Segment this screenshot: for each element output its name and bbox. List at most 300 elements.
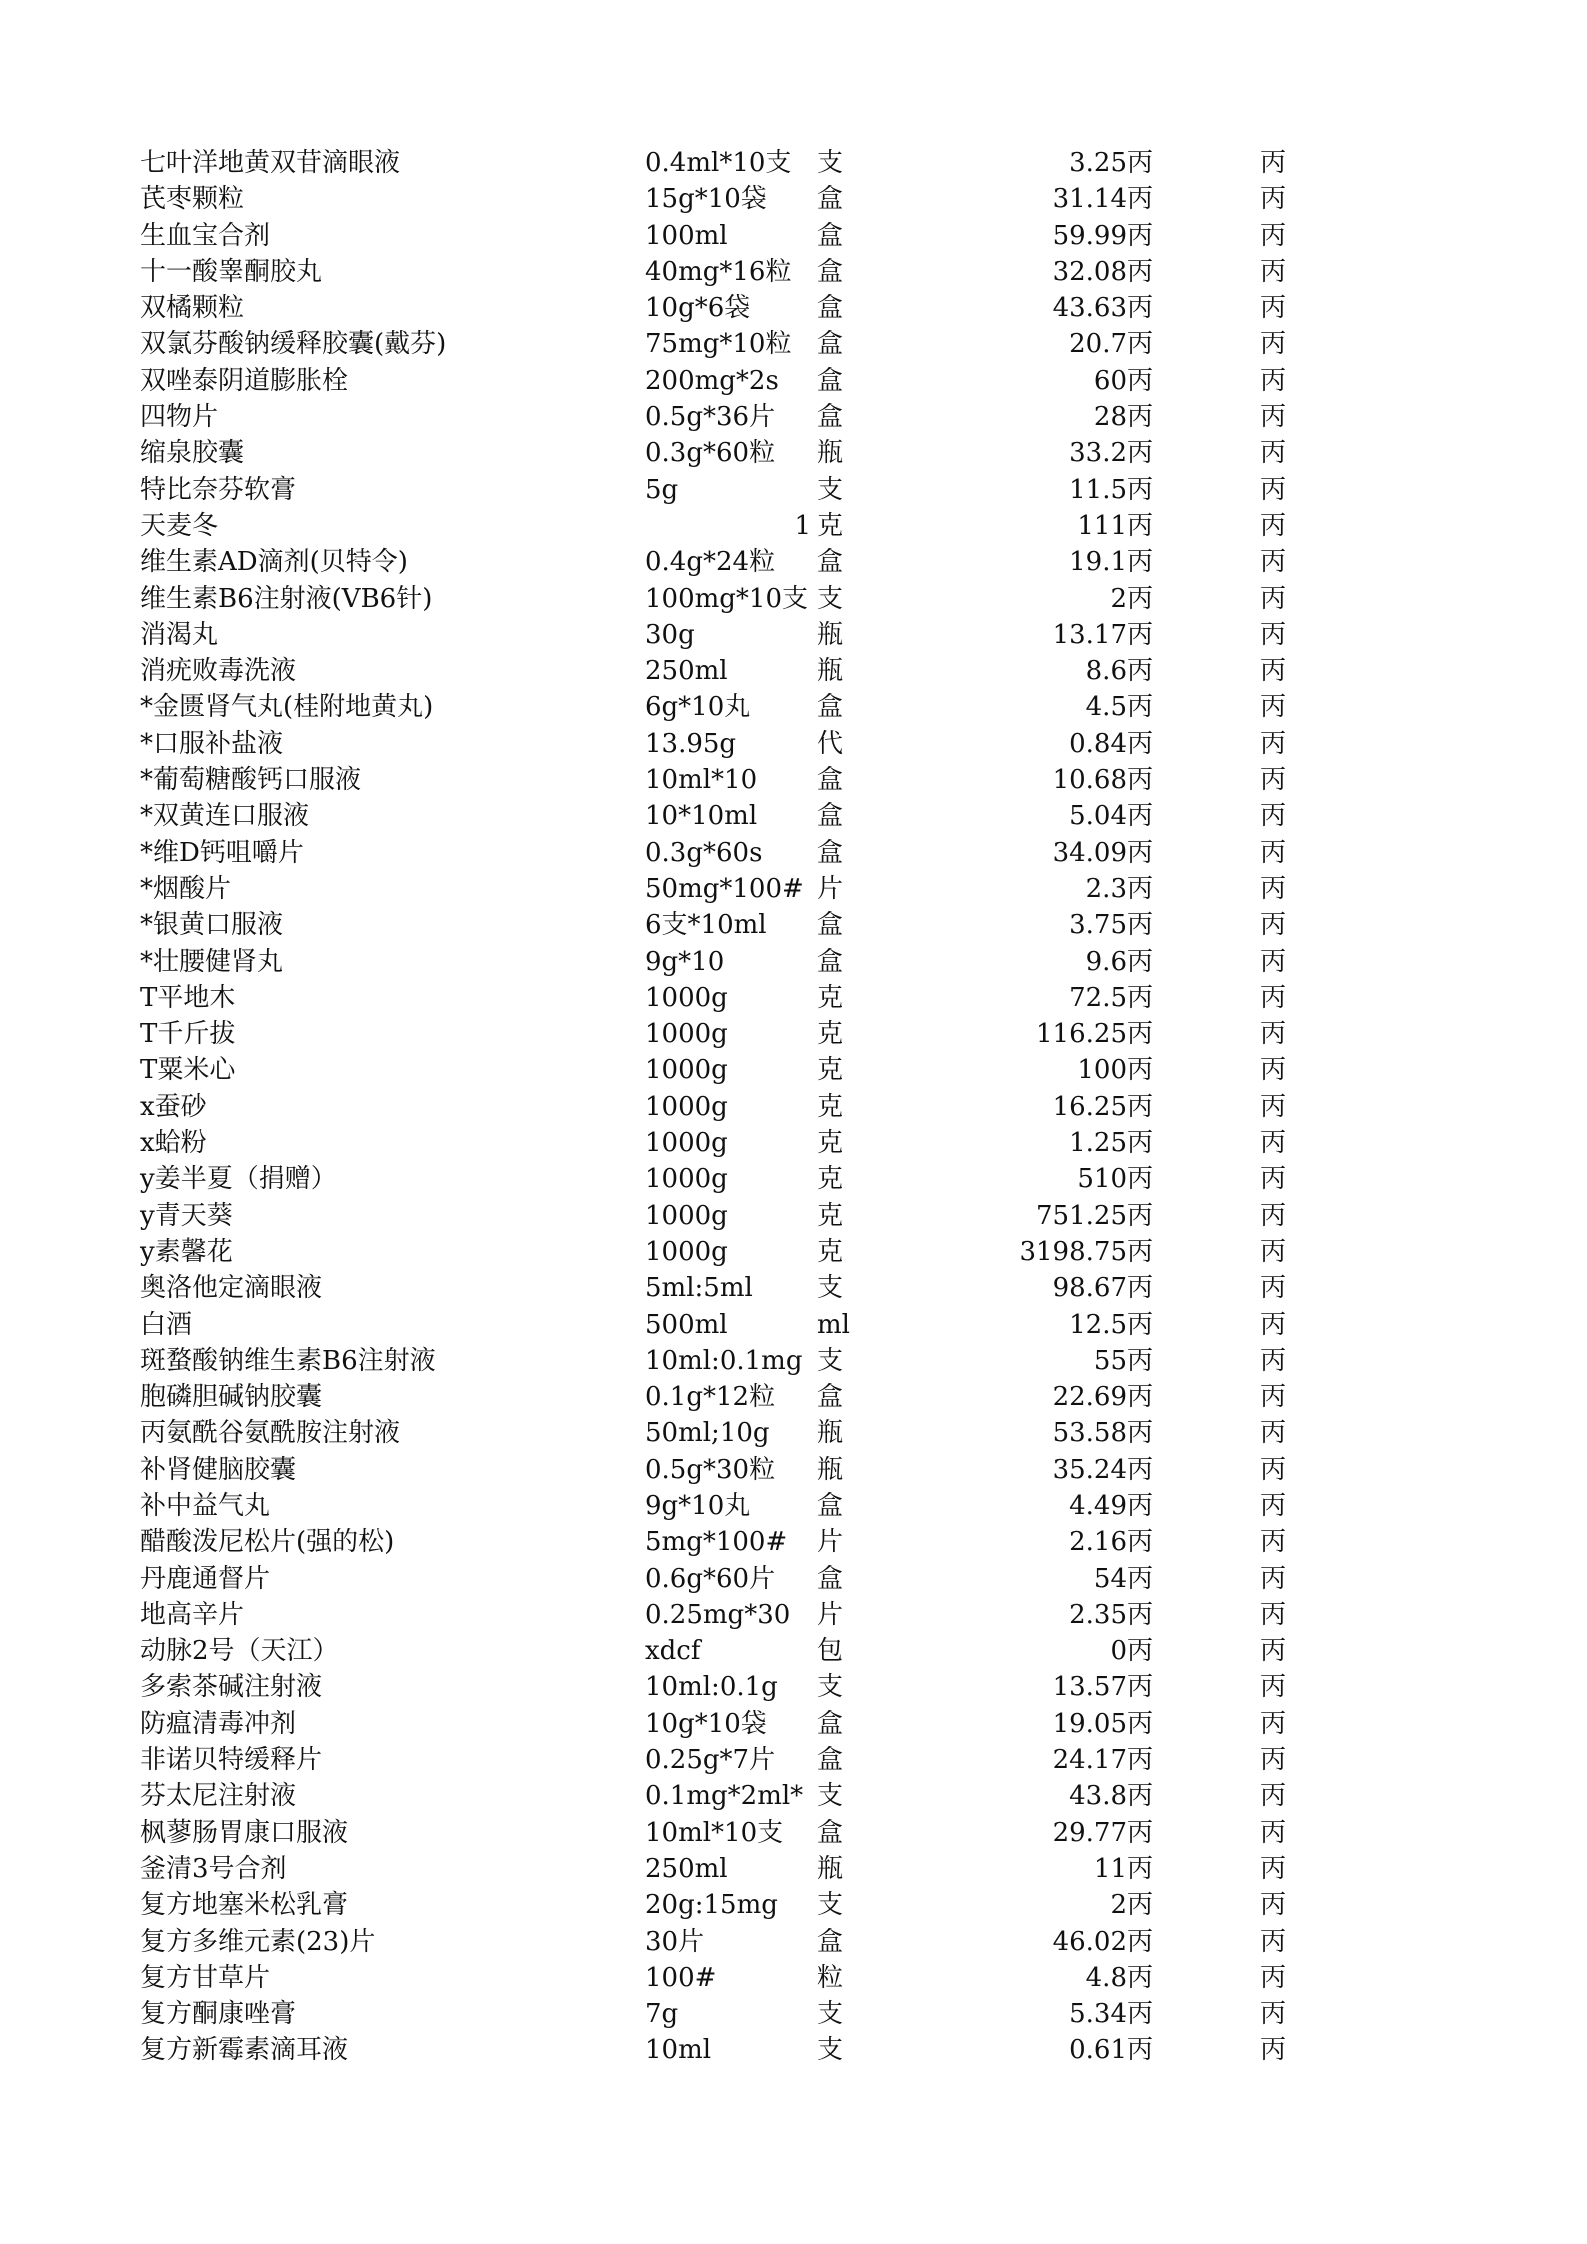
spec-cell: 10ml*10支 (645, 1817, 784, 1848)
unit-cell: 克 (817, 1128, 844, 1159)
price-cell: 510 (1077, 1164, 1127, 1195)
drug-name-cell: 补中益气丸 (140, 1490, 271, 1521)
price-cell: 29.77 (1052, 1817, 1127, 1848)
grade-cell-2: 丙 (1260, 293, 1287, 324)
table-row (140, 1161, 1280, 1197)
spec-cell: 20g:15mg (645, 1890, 778, 1921)
drug-name-cell: 多索茶碱注射液 (140, 1672, 323, 1703)
price-cell: 751.25 (1036, 1200, 1127, 1231)
price-cell: 19.1 (1069, 547, 1127, 578)
unit-cell: 支 (817, 474, 844, 505)
table-row (140, 1669, 1280, 1705)
grade-cell: 丙 (1127, 1091, 1154, 1122)
table-row (140, 980, 1280, 1016)
grade-cell-2: 丙 (1260, 1055, 1287, 1086)
drug-name-cell: 芬太尼注射液 (140, 1781, 297, 1812)
table-row (140, 435, 1280, 471)
grade-cell: 丙 (1127, 1164, 1154, 1195)
table-row (140, 907, 1280, 943)
price-cell: 9.6 (1085, 946, 1127, 977)
drug-name-cell: 枫蓼肠胃康口服液 (140, 1817, 349, 1848)
grade-cell-2: 丙 (1260, 184, 1287, 215)
grade-cell: 丙 (1127, 1999, 1154, 2030)
spec-cell: 0.3g*60s (645, 837, 763, 868)
unit-cell: 瓶 (817, 1418, 844, 1449)
table-row (140, 1343, 1280, 1379)
spec-cell: 1000g (645, 1055, 728, 1086)
unit-cell: 盒 (817, 1708, 844, 1739)
grade-cell: 丙 (1127, 220, 1154, 251)
grade-cell: 丙 (1127, 1817, 1154, 1848)
drug-name-cell: 十一酸睾酮胶丸 (140, 256, 323, 287)
drug-name-cell: *口服补盐液 (140, 728, 284, 759)
spec-cell: 10g*6袋 (645, 293, 751, 324)
grade-cell: 丙 (1127, 1200, 1154, 1231)
grade-cell: 丙 (1127, 1273, 1154, 1304)
price-cell: 2.35 (1069, 1599, 1127, 1630)
grade-cell: 丙 (1127, 256, 1154, 287)
price-cell: 24.17 (1052, 1745, 1127, 1776)
drug-name-cell: 非诺贝特缓释片 (140, 1745, 323, 1776)
unit-cell: 支 (817, 1999, 844, 2030)
grade-cell-2: 丙 (1260, 402, 1287, 433)
grade-cell-2: 丙 (1260, 1853, 1287, 1884)
spec-cell: 1000g (645, 1164, 728, 1195)
table-row (140, 798, 1280, 834)
price-cell: 55 (1093, 1345, 1127, 1376)
grade-cell: 丙 (1127, 583, 1154, 614)
grade-cell: 丙 (1127, 837, 1154, 868)
grade-cell-2: 丙 (1260, 692, 1287, 723)
unit-cell: 盒 (817, 220, 844, 251)
price-cell: 16.25 (1052, 1091, 1127, 1122)
spec-cell: 10ml:0.1mg (645, 1345, 803, 1376)
price-cell: 59.99 (1052, 220, 1127, 251)
grade-cell: 丙 (1127, 1236, 1154, 1267)
table-row (140, 1851, 1280, 1887)
unit-cell: 盒 (817, 1745, 844, 1776)
drug-name-cell: 釜清3号合剂 (140, 1853, 287, 1884)
spec-cell: 1000g (645, 1019, 728, 1050)
unit-cell: 片 (817, 1599, 844, 1630)
unit-cell: 盒 (817, 402, 844, 433)
grade-cell-2: 丙 (1260, 946, 1287, 977)
grade-cell: 丙 (1127, 1527, 1154, 1558)
table-row (140, 653, 1280, 689)
grade-cell: 丙 (1127, 801, 1154, 832)
spec-cell: 0.1g*12粒 (645, 1382, 776, 1413)
spec-cell: 9g*10 (645, 946, 725, 977)
drug-price-table (140, 145, 1287, 2069)
grade-cell: 丙 (1127, 2035, 1154, 2066)
grade-cell: 丙 (1127, 1418, 1154, 1449)
grade-cell: 丙 (1127, 1853, 1154, 1884)
price-cell: 28 (1093, 402, 1127, 433)
table-row (140, 1270, 1280, 1306)
table-row (140, 399, 1280, 435)
drug-name-cell: 奥洛他定滴眼液 (140, 1273, 323, 1304)
table-row (140, 326, 1280, 362)
spec-cell: 0.5g*36片 (645, 402, 776, 433)
price-cell: 2.3 (1085, 873, 1127, 904)
unit-cell: 盒 (817, 184, 844, 215)
grade-cell: 丙 (1127, 510, 1154, 541)
price-cell: 32.08 (1052, 256, 1127, 287)
grade-cell-2: 丙 (1260, 1708, 1287, 1739)
drug-name-cell: *壮腰健肾丸 (140, 946, 284, 977)
grade-cell-2: 丙 (1260, 2035, 1287, 2066)
grade-cell-2: 丙 (1260, 1527, 1287, 1558)
drug-name-cell: 丙氨酰谷氨酰胺注射液 (140, 1418, 401, 1449)
drug-name-cell: y素馨花 (140, 1236, 233, 1267)
grade-cell: 丙 (1127, 1055, 1154, 1086)
spec-cell: 13.95g (645, 728, 737, 759)
price-cell: 60 (1093, 365, 1127, 396)
drug-name-cell: 醋酸泼尼松片(强的松) (140, 1527, 395, 1558)
unit-cell: 片 (817, 873, 844, 904)
drug-name-cell: T粟米心 (140, 1055, 236, 1086)
drug-name-cell: T千斤拔 (140, 1019, 236, 1050)
spec-cell: 5g (645, 474, 679, 505)
price-cell: 11.5 (1069, 474, 1127, 505)
grade-cell: 丙 (1127, 1672, 1154, 1703)
unit-cell: 盒 (817, 1926, 844, 1957)
unit-cell: 盒 (817, 256, 844, 287)
table-row (140, 290, 1280, 326)
spec-cell: 0.4g*24粒 (645, 547, 776, 578)
drug-name-cell: 四物片 (140, 402, 219, 433)
grade-cell-2: 丙 (1260, 256, 1287, 287)
unit-cell: 盒 (817, 801, 844, 832)
spec-cell: 10g*10袋 (645, 1708, 767, 1739)
spec-cell: 6g*10丸 (645, 692, 751, 723)
table-row (140, 689, 1280, 725)
price-cell: 10.68 (1052, 765, 1127, 796)
drug-name-cell: 复方新霉素滴耳液 (140, 2035, 349, 2066)
table-row (140, 944, 1280, 980)
spec-cell: 1000g (645, 1128, 728, 1159)
unit-cell: 盒 (817, 837, 844, 868)
price-cell: 1.25 (1069, 1128, 1127, 1159)
unit-cell: 克 (817, 1019, 844, 1050)
grade-cell-2: 丙 (1260, 1745, 1287, 1776)
grade-cell-2: 丙 (1260, 365, 1287, 396)
grade-cell-2: 丙 (1260, 1599, 1287, 1630)
grade-cell: 丙 (1127, 728, 1154, 759)
spec-cell: 1000g (645, 1200, 728, 1231)
price-cell: 0.84 (1069, 728, 1127, 759)
unit-cell: 支 (817, 2035, 844, 2066)
table-row (140, 835, 1280, 871)
drug-name-cell: 维生素B6注射液(VB6针) (140, 583, 433, 614)
price-cell: 3.25 (1069, 148, 1127, 178)
price-cell: 8.6 (1085, 656, 1127, 687)
unit-cell: 瓶 (817, 1454, 844, 1485)
spec-cell: 15g*10袋 (645, 184, 767, 215)
price-cell: 46.02 (1052, 1926, 1127, 1957)
grade-cell-2: 丙 (1260, 1236, 1287, 1267)
grade-cell: 丙 (1127, 765, 1154, 796)
grade-cell: 丙 (1127, 1345, 1154, 1376)
grade-cell-2: 丙 (1260, 1781, 1287, 1812)
table-row (140, 544, 1280, 580)
drug-table-body (140, 145, 1287, 2069)
price-cell: 22.69 (1052, 1382, 1127, 1413)
drug-name-cell: y青天葵 (140, 1200, 233, 1231)
spec-cell: 10ml:0.1g (645, 1672, 778, 1703)
price-cell: 13.17 (1052, 619, 1127, 650)
drug-name-cell: 双唑泰阴道膨胀栓 (140, 365, 349, 396)
grade-cell-2: 丙 (1260, 765, 1287, 796)
grade-cell-2: 丙 (1260, 1091, 1287, 1122)
table-row (140, 1307, 1280, 1343)
table-row (140, 1996, 1280, 2032)
drug-name-cell: 胞磷胆碱钠胶囊 (140, 1382, 323, 1413)
unit-cell: 克 (817, 1164, 844, 1195)
grade-cell-2: 丙 (1260, 220, 1287, 251)
grade-cell-2: 丙 (1260, 1817, 1287, 1848)
price-cell: 5.04 (1069, 801, 1127, 832)
drug-name-cell: T平地木 (140, 982, 236, 1013)
table-row (140, 1452, 1280, 1488)
spec-cell: 5mg*100# (645, 1527, 788, 1558)
unit-cell: 盒 (817, 765, 844, 796)
price-cell: 4.5 (1085, 692, 1127, 723)
price-cell: 53.58 (1052, 1418, 1127, 1449)
grade-cell: 丙 (1127, 1382, 1154, 1413)
spec-cell: 250ml (645, 1853, 728, 1884)
grade-cell-2: 丙 (1260, 910, 1287, 941)
drug-name-cell: 天麦冬 (140, 510, 219, 541)
table-row (140, 218, 1280, 254)
unit-cell: 支 (817, 583, 844, 614)
grade-cell-2: 丙 (1260, 547, 1287, 578)
table-row (140, 1597, 1280, 1633)
table-row (140, 1887, 1280, 1923)
spec-cell: 1000g (645, 1236, 728, 1267)
grade-cell-2: 丙 (1260, 583, 1287, 614)
price-cell: 100 (1077, 1055, 1127, 1086)
unit-cell: 盒 (817, 1490, 844, 1521)
grade-cell: 丙 (1127, 293, 1154, 324)
grade-cell-2: 丙 (1260, 510, 1287, 541)
grade-cell: 丙 (1127, 148, 1154, 178)
drug-name-cell: 防瘟清毒冲剂 (140, 1708, 297, 1739)
grade-cell: 丙 (1127, 1128, 1154, 1159)
price-cell: 2.16 (1069, 1527, 1127, 1558)
unit-cell: 支 (817, 1890, 844, 1921)
drug-name-cell: *银黄口服液 (140, 910, 284, 941)
spec-cell: 100mg*10支 (645, 583, 809, 614)
grade-cell-2: 丙 (1260, 1563, 1287, 1594)
unit-cell: 克 (817, 1091, 844, 1122)
drug-name-cell: 双氯芬酸钠缓释胶囊(戴芬) (140, 329, 447, 360)
drug-name-cell: x蚕砂 (140, 1091, 207, 1122)
table-row (140, 1234, 1280, 1270)
grade-cell-2: 丙 (1260, 329, 1287, 360)
drug-name-cell: 丹鹿通督片 (140, 1563, 271, 1594)
table-row (140, 472, 1280, 508)
drug-name-cell: 白酒 (140, 1309, 193, 1340)
drug-name-cell: 地高辛片 (140, 1599, 245, 1630)
grade-cell: 丙 (1127, 1890, 1154, 1921)
price-cell: 33.2 (1069, 438, 1127, 469)
table-row (140, 1778, 1280, 1814)
grade-cell-2: 丙 (1260, 1128, 1287, 1159)
price-cell: 20.7 (1069, 329, 1127, 360)
unit-cell: ml (817, 1309, 850, 1340)
price-cell: 35.24 (1052, 1454, 1127, 1485)
grade-cell-2: 丙 (1260, 1345, 1287, 1376)
unit-cell: 支 (817, 148, 844, 178)
grade-cell-2: 丙 (1260, 982, 1287, 1013)
unit-cell: 粒 (817, 1962, 844, 1993)
table-row (140, 1125, 1280, 1161)
table-row (140, 1960, 1280, 1996)
grade-cell-2: 丙 (1260, 1999, 1287, 2030)
table-row (140, 1561, 1280, 1597)
grade-cell: 丙 (1127, 1745, 1154, 1776)
spec-cell: 1 (794, 510, 811, 541)
spec-cell: 0.1mg*2ml* (645, 1781, 804, 1812)
grade-cell: 丙 (1127, 1962, 1154, 1993)
grade-cell: 丙 (1127, 656, 1154, 687)
drug-name-cell: 动脉2号（天江） (140, 1636, 339, 1667)
grade-cell: 丙 (1127, 1781, 1154, 1812)
spec-cell: 250ml (645, 656, 728, 687)
price-cell: 5.34 (1069, 1999, 1127, 2030)
table-row (140, 871, 1280, 907)
unit-cell: 克 (817, 1236, 844, 1267)
drug-name-cell: *烟酸片 (140, 873, 232, 904)
table-row (140, 1524, 1280, 1560)
drug-name-cell: *双黄连口服液 (140, 801, 310, 832)
price-cell: 3.75 (1069, 910, 1127, 941)
grade-cell-2: 丙 (1260, 801, 1287, 832)
spec-cell: 75mg*10粒 (645, 329, 792, 360)
grade-cell-2: 丙 (1260, 1672, 1287, 1703)
price-cell: 13.57 (1052, 1672, 1127, 1703)
spec-cell: 0.25g*7片 (645, 1745, 776, 1776)
spec-cell: 40mg*16粒 (645, 256, 792, 287)
grade-cell: 丙 (1127, 1563, 1154, 1594)
spec-cell: 0.4ml*10支 (645, 148, 792, 178)
table-row (140, 1706, 1280, 1742)
drug-name-cell: 七叶洋地黄双苷滴眼液 (140, 148, 401, 178)
grade-cell-2: 丙 (1260, 619, 1287, 650)
table-row (140, 254, 1280, 290)
grade-cell: 丙 (1127, 982, 1154, 1013)
price-cell: 4.8 (1085, 1962, 1127, 1993)
grade-cell: 丙 (1127, 619, 1154, 650)
price-cell: 116.25 (1036, 1019, 1127, 1050)
drug-name-cell: x蛤粉 (140, 1128, 207, 1159)
table-row (140, 1198, 1280, 1234)
grade-cell: 丙 (1127, 946, 1154, 977)
grade-cell: 丙 (1127, 910, 1154, 941)
table-row (140, 1379, 1280, 1415)
grade-cell: 丙 (1127, 1926, 1154, 1957)
drug-name-cell: 维生素AD滴剂(贝特令) (140, 547, 408, 578)
drug-name-cell: *葡萄糖酸钙口服液 (140, 765, 362, 796)
price-cell: 11 (1093, 1853, 1127, 1884)
spec-cell: 10ml (645, 2035, 712, 2066)
spec-cell: 1000g (645, 1091, 728, 1122)
table-row (140, 1815, 1280, 1851)
unit-cell: 代 (817, 728, 844, 759)
unit-cell: 克 (817, 1200, 844, 1231)
grade-cell: 丙 (1127, 1454, 1154, 1485)
price-cell: 2 (1110, 583, 1127, 614)
drug-name-cell: 芪枣颗粒 (140, 184, 245, 215)
grade-cell-2: 丙 (1260, 873, 1287, 904)
grade-cell: 丙 (1127, 873, 1154, 904)
grade-cell: 丙 (1127, 1708, 1154, 1739)
unit-cell: 支 (817, 1781, 844, 1812)
grade-cell-2: 丙 (1260, 728, 1287, 759)
spec-cell: 7g (645, 1999, 679, 2030)
unit-cell: 盒 (817, 1382, 844, 1413)
table-row (140, 2032, 1280, 2068)
unit-cell: 盒 (817, 692, 844, 723)
table-row (140, 181, 1280, 217)
spec-cell: 6支*10ml (645, 910, 767, 941)
price-cell: 0.61 (1069, 2035, 1127, 2066)
spec-cell: 100ml (645, 220, 728, 251)
grade-cell: 丙 (1127, 365, 1154, 396)
spec-cell: 5ml:5ml (645, 1273, 753, 1304)
unit-cell: 瓶 (817, 619, 844, 650)
grade-cell-2: 丙 (1260, 438, 1287, 469)
spec-cell: 10ml*10 (645, 765, 758, 796)
price-cell: 111 (1077, 510, 1127, 541)
drug-name-cell: 复方甘草片 (140, 1962, 271, 1993)
grade-cell-2: 丙 (1260, 1309, 1287, 1340)
unit-cell: 克 (817, 982, 844, 1013)
grade-cell: 丙 (1127, 1019, 1154, 1050)
spec-cell: 30片 (645, 1926, 705, 1957)
table-row (140, 1633, 1280, 1669)
spec-cell: 0.3g*60粒 (645, 438, 776, 469)
spec-cell: xdcf (645, 1636, 701, 1667)
table-row (140, 1415, 1280, 1451)
unit-cell: 包 (817, 1636, 844, 1667)
drug-name-cell: 斑蝥酸钠维生素B6注射液 (140, 1345, 436, 1376)
grade-cell-2: 丙 (1260, 1490, 1287, 1521)
grade-cell: 丙 (1127, 1636, 1154, 1667)
price-cell: 34.09 (1052, 837, 1127, 868)
grade-cell: 丙 (1127, 1599, 1154, 1630)
spec-cell: 0.5g*30粒 (645, 1454, 776, 1485)
unit-cell: 盒 (817, 1563, 844, 1594)
table-row (140, 1742, 1280, 1778)
price-cell: 0 (1110, 1636, 1127, 1667)
grade-cell-2: 丙 (1260, 837, 1287, 868)
unit-cell: 盒 (817, 946, 844, 977)
unit-cell: 盒 (817, 547, 844, 578)
price-cell: 72.5 (1069, 982, 1127, 1013)
unit-cell: 克 (817, 1055, 844, 1086)
table-row (140, 726, 1280, 762)
drug-name-cell: *金匮肾气丸(桂附地黄丸) (140, 692, 434, 723)
spec-cell: 200mg*2s (645, 365, 779, 396)
table-row (140, 1016, 1280, 1052)
drug-name-cell: 双橘颗粒 (140, 293, 245, 324)
spec-cell: 0.25mg*30 (645, 1599, 791, 1630)
drug-name-cell: 生血宝合剂 (140, 220, 271, 251)
price-cell: 54 (1093, 1563, 1127, 1594)
price-cell: 12.5 (1069, 1309, 1127, 1340)
